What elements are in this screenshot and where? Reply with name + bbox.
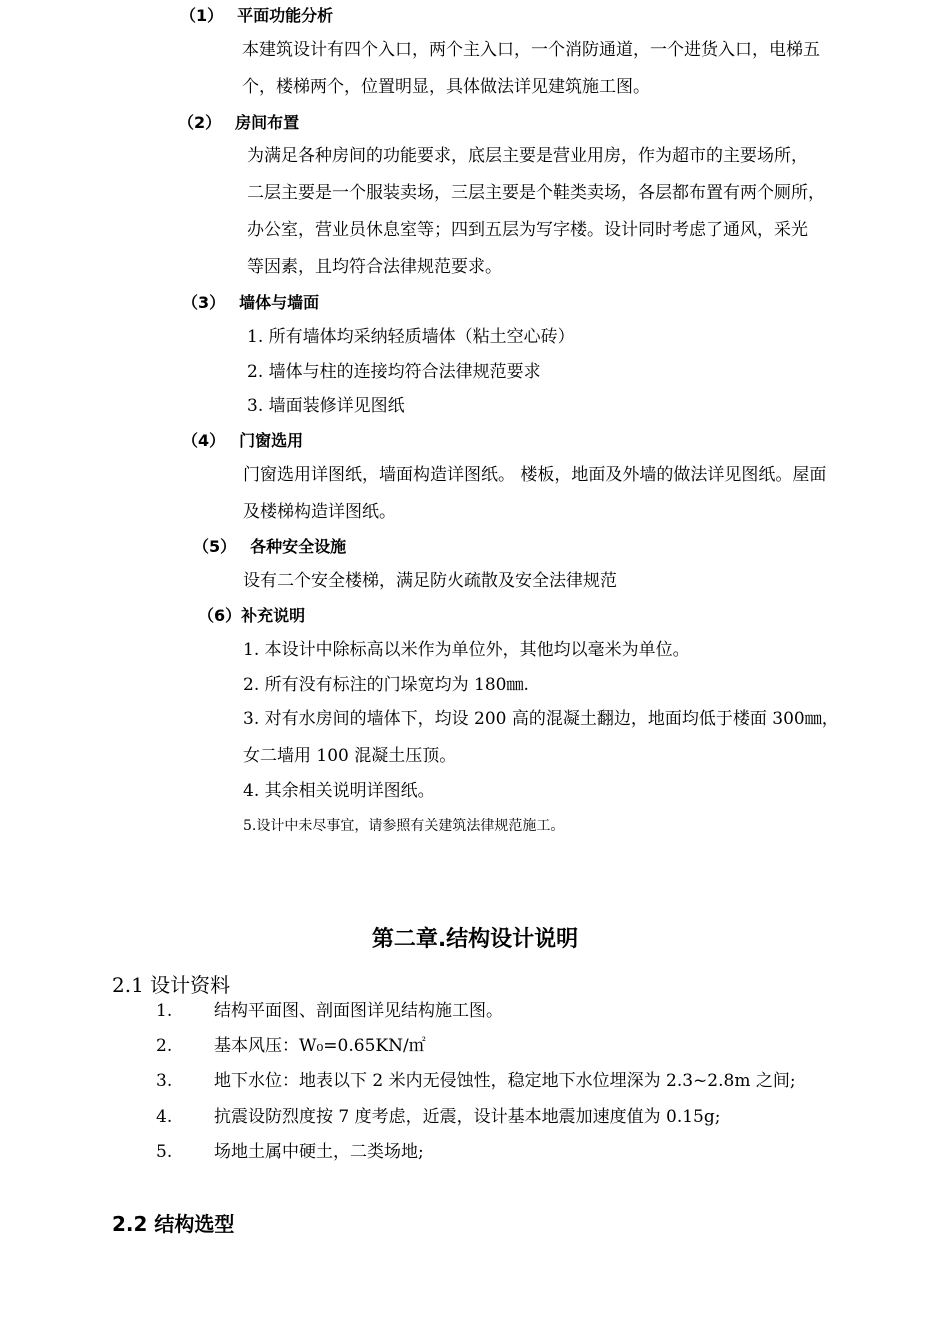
list-item: 3. 对有水房间的墙体下，均设 200 高的混凝土翻边，地面均低于楼面 300㎜， [243, 709, 839, 729]
section-heading [182, 430, 303, 452]
section-number: （1） [180, 6, 224, 25]
list-item: 2. 墙体与柱的连接均符合法律规范要求 [247, 362, 541, 382]
list-number: 1. [156, 1001, 173, 1021]
paragraph-line: 门窗选用详图纸，墙面构造详图纸。 楼板，地面及外墙的做法详见图纸。屋面 [243, 465, 827, 485]
subsection-title: 2.1 设计资料 [112, 973, 231, 997]
paragraph-line: 本建筑设计有四个入口，两个主入口，一个消防通道，一个进货入口，电梯五 [242, 40, 820, 60]
chapter-title: 第二章.结构设计说明 [371, 927, 579, 952]
section-title: 补充说明 [241, 606, 306, 625]
list-number: 3. [156, 1071, 173, 1091]
list-text: 地下水位：地表以下 2 米内无侵蚀性，稳定地下水位埋深为 2.3~2.8m 之间; [214, 1071, 796, 1091]
section-heading [198, 605, 305, 627]
list-item: 2. 所有没有标注的门垛宽均为 180㎜. [243, 675, 529, 695]
section-number: （6） [198, 606, 242, 625]
list-text: 场地土属中硬土，二类场地; [214, 1142, 424, 1162]
list-text: 基本风压：W₀=0.65KN/㎡ [214, 1036, 426, 1056]
paragraph-line: 等因素，且均符合法律规范要求。 [247, 257, 502, 277]
section-title: 房间布置 [235, 113, 300, 132]
list-item: 1. 本设计中除标高以米作为单位外，其他均以毫米为单位。 [243, 640, 690, 660]
section-number: （2） [178, 113, 222, 132]
section-heading [182, 292, 319, 314]
section-number: （3） [182, 293, 226, 312]
subsection-title: 2.2 结构选型 [112, 1212, 235, 1236]
list-item: 1. 所有墙体均采纳轻质墙体（粘土空心砖） [247, 327, 575, 347]
list-number: 4. [156, 1107, 173, 1127]
section-title: 各种安全设施 [250, 537, 347, 556]
section-title: 门窗选用 [239, 431, 304, 450]
list-text: 结构平面图、剖面图详见结构施工图。 [214, 1001, 503, 1021]
list-number: 2. [156, 1036, 173, 1056]
paragraph-line: 为满足各种房间的功能要求，底层主要是营业用房，作为超市的主要场所， [247, 146, 808, 166]
section-title: 平面功能分析 [237, 6, 334, 25]
paragraph-line: 办公室，营业员休息室等；四到五层为写字楼。设计同时考虑了通风，采光 [247, 220, 808, 240]
list-item: 女二墙用 100 混凝土压顶。 [243, 746, 457, 766]
list-text: 抗震设防烈度按 7 度考虑，近震，设计基本地震加速度值为 0.15g; [214, 1107, 721, 1127]
list-item: 3. 墙面装修详见图纸 [247, 396, 405, 416]
paragraph-line: 二层主要是一个服装卖场，三层主要是个鞋类卖场，各层都布置有两个厕所， [247, 183, 825, 203]
section-heading [178, 112, 299, 134]
section-number: （5） [193, 537, 237, 556]
list-item: 4. 其余相关说明详图纸。 [243, 781, 435, 801]
paragraph-line: 及楼梯构造详图纸。 [243, 502, 396, 522]
list-item: 5.设计中未尽事宜，请参照有关建筑法律规范施工。 [243, 818, 565, 834]
list-number: 5. [156, 1142, 173, 1162]
section-heading [193, 536, 346, 558]
section-title: 墙体与墙面 [239, 293, 320, 312]
paragraph-line: 设有二个安全楼梯，满足防火疏散及安全法律规范 [243, 571, 617, 591]
paragraph-line: 个，楼梯两个，位置明显，具体做法详见建筑施工图。 [242, 77, 650, 97]
section-number: （4） [182, 431, 226, 450]
section-heading [180, 5, 333, 27]
